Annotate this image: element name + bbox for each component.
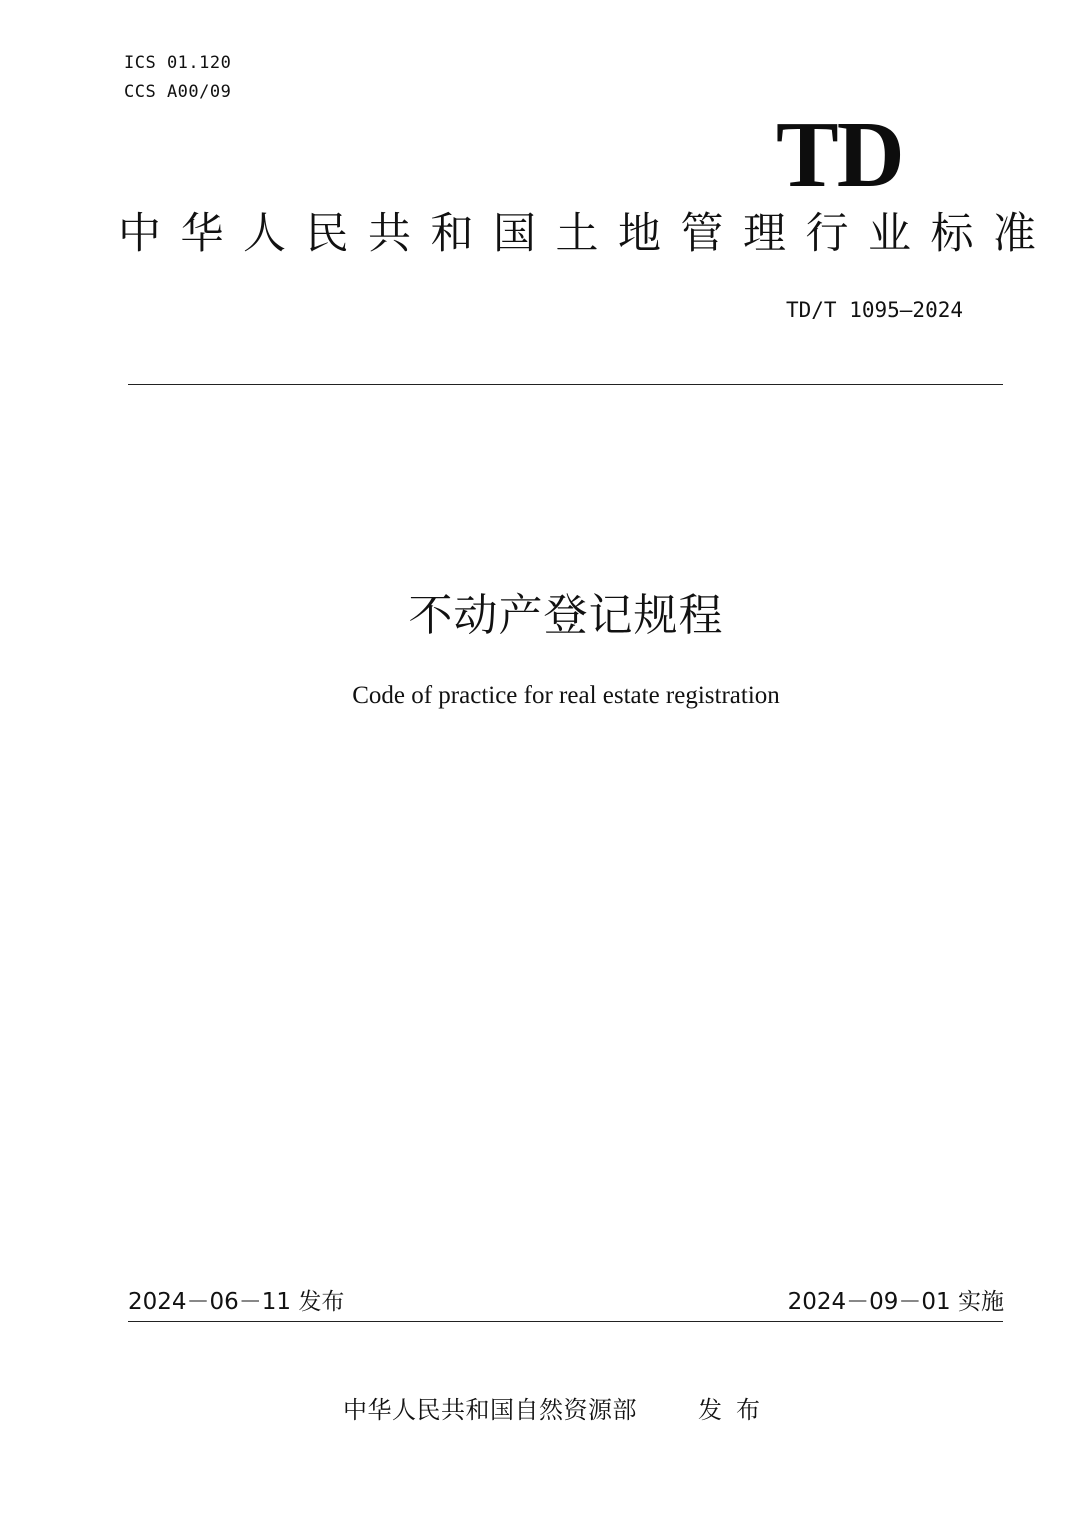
- td-logo: TD: [776, 103, 903, 207]
- document-title-chinese: 不动产登记规程: [408, 590, 724, 641]
- issuing-authority: 中华人民共和国自然资源部: [343, 1396, 637, 1424]
- bottom-divider: [128, 1321, 1003, 1322]
- standard-number: TD/T 1095—2024: [786, 298, 964, 322]
- implementation-date: 2024－09－01 实施: [787, 1289, 1004, 1315]
- ccs-code: CCS A00/09: [124, 82, 232, 102]
- issued-label: 发布: [698, 1396, 774, 1424]
- issue-date: 2024－06－11 发布: [128, 1289, 345, 1315]
- ics-code: ICS 01.120: [124, 53, 232, 73]
- document-title-english: Code of practice for real estate registration: [352, 682, 780, 709]
- top-divider: [128, 384, 1003, 385]
- standard-type-title: 中华人民共和国土地管理行业标准: [118, 209, 1056, 259]
